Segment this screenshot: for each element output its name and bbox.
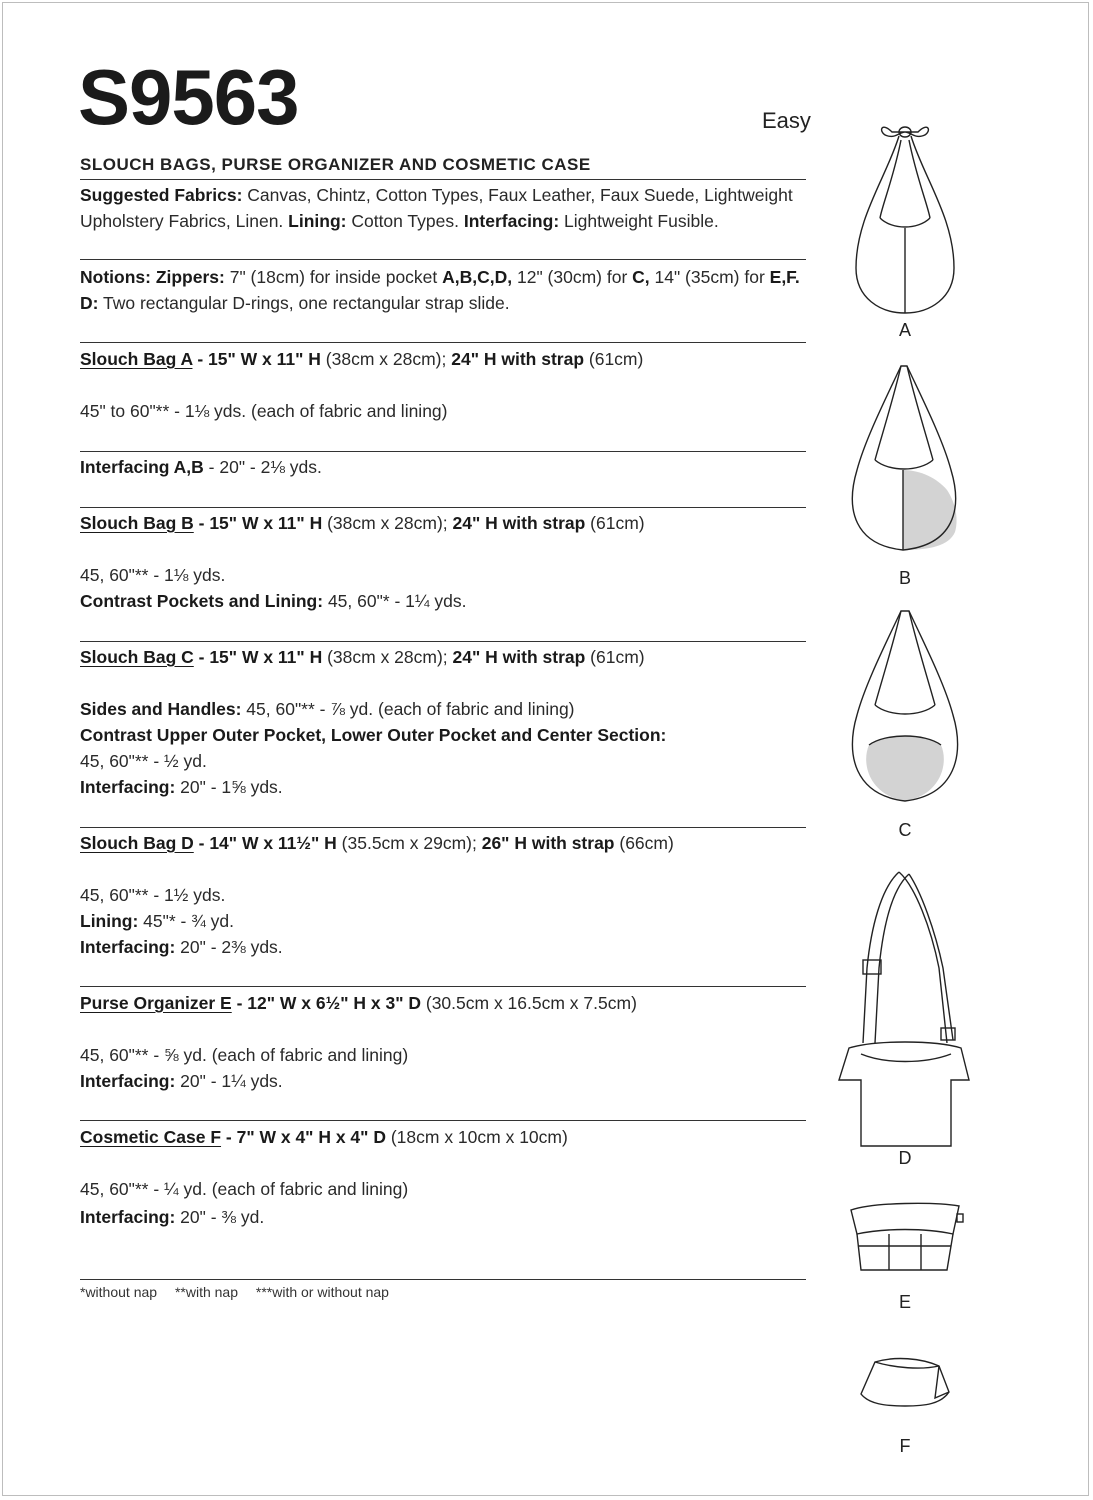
divider [80,179,806,180]
view-b-contrast-text: 45, 60"* - 1¼ yds. [323,591,467,611]
view-c-heading [80,644,645,670]
view-c-interfacing-text: 20" - 1⅝ yds. [175,777,283,797]
view-f-dims: - 7" W x 4" H x 4" D [221,1127,386,1147]
view-d-name: Slouch Bag D [80,833,194,853]
notions-line-2 [80,290,510,316]
difficulty-label: Easy [762,108,811,133]
view-a-strap: 24" H with strap [451,349,585,369]
divider [80,259,806,260]
divider [80,507,806,508]
view-c-interfacing [80,774,283,800]
view-b-contrast [80,588,466,614]
view-c-illustration [845,605,965,805]
bag-d-strap-left-inner [875,874,909,1043]
bag-b-opening [875,460,933,469]
view-f-interfacing-text: 20" - ⅜ yd. [175,1207,265,1227]
lining-text: Cotton Types. [346,211,464,231]
notions-d-label: D: [80,293,99,313]
view-e-name: Purse Organizer E [80,993,232,1013]
suggested-fabrics-text-2: Upholstery Fabrics, Linen. [80,211,289,231]
notions-views: C, [632,267,650,287]
view-a-illustration [850,118,960,318]
view-c-contrast-label [80,722,666,748]
case-f-side [935,1366,949,1398]
view-f-interfacing-label: Interfacing: [80,1207,176,1227]
notions-text: 7" (18cm) for inside pocket [224,267,443,287]
view-f-illustration [855,1352,955,1412]
view-f-name: Cosmetic Case F [80,1127,222,1147]
view-d-dims: - 14" W x 11½" H [193,833,337,853]
view-b-strap: 24" H with strap [452,513,586,533]
interfacing-label: Interfacing: [463,211,560,231]
interfacing-ab-label: Interfacing A,B [80,457,204,477]
view-f-yardage: 45, 60"** - ¼ yd. (each of fabric and lining) [80,1179,409,1199]
view-e-metric: (30.5cm x 16.5cm x 7.5cm) [421,993,637,1013]
view-d-metric: (35.5cm x 29cm); [336,833,482,853]
notions-text: 14" (35cm) for [649,267,770,287]
view-d-strap: 26" H with strap [481,833,615,853]
footnote-with-nap: **with nap [174,1284,238,1300]
view-label-b: B [898,568,911,588]
view-d-strap-metric: (66cm) [614,833,674,853]
view-b-yardage: 45, 60"** - 1⅛ yds. [80,565,226,585]
bag-d-strap-right [899,872,947,1043]
case-f-body [861,1359,949,1406]
view-a-name: Slouch Bag A [80,349,193,369]
bag-b-inner-strap [875,366,933,460]
view-c-interfacing-label: Interfacing: [80,777,176,797]
pattern-number: S9563 [78,53,299,141]
view-a-metric: (38cm x 28cm); [320,349,452,369]
view-b-dims: - 15" W x 11" H [193,513,323,533]
interfacing-ab-text: - 20" - 2⅛ yds. [203,457,322,477]
view-label-c: C [898,820,912,840]
view-d-lining-text: 45"* - ¾ yd. [138,911,235,931]
bag-c-inner-strap [875,611,935,705]
view-c-dims: - 15" W x 11" H [193,647,323,667]
bag-d-strap-right-inner [909,874,953,1040]
view-e-yardage: 45, 60"** - ⅝ yd. (each of fabric and lining) [80,1045,409,1065]
pattern-title: SLOUCH BAGS, PURSE ORGANIZER AND COSMETIC CASE [80,155,591,174]
bag-d-opening [861,1054,951,1062]
view-b-illustration [845,360,965,555]
view-d-interfacing-text: 20" - 2⅜ yds. [175,937,283,957]
view-d-interfacing-label: Interfacing: [80,937,176,957]
notions-label: Notions: Zippers: [80,267,225,287]
view-d-illustration [835,868,975,1150]
view-label-f: F [899,1436,911,1456]
view-e-interfacing-label: Interfacing: [80,1071,176,1091]
divider [80,342,806,343]
view-c-metric: (38cm x 28cm); [322,647,453,667]
interfacing-text: Lightweight Fusible. [559,211,719,231]
divider [80,986,806,987]
view-f-interfacing [80,1204,264,1230]
view-c-sides-text: 45, 60"** - ⅞ yd. (each of fabric and lining) [241,699,575,719]
view-d-yardage: 45, 60"** - 1½ yds. [80,885,226,905]
view-c-contrast-heading: Contrast Upper Outer Pocket, Lower Outer Pocket and Center Section: [80,725,667,745]
footnote-with-or-without-nap: ***with or without nap [255,1284,389,1300]
divider [80,1279,806,1280]
bag-b-contrast-panel [903,470,957,550]
bag-a-opening [880,218,930,227]
view-d-lining [80,908,234,934]
notions-line-1 [80,264,800,290]
view-a-yardage: 45" to 60"** - 1⅛ yds. (each of fabric and lining) [80,401,448,421]
view-c-name: Slouch Bag C [80,647,194,667]
bag-a-bow [882,127,929,136]
view-f-metric: (18cm x 10cm x 10cm) [385,1127,568,1147]
suggested-fabrics-line-1 [80,182,793,208]
view-label-a: A [898,320,911,340]
notions-views: A,B,C,D, [442,267,513,287]
view-e-interfacing-text: 20" - 1¼ yds. [175,1071,283,1091]
divider [80,641,806,642]
view-b-heading [80,510,645,536]
view-c-contrast-text: 45, 60"** - ½ yd. [80,751,207,771]
view-d-heading [80,830,674,856]
view-e-dims: - 12" W x 6½" H x 3" D [231,993,421,1013]
view-d-lining-label: Lining: [80,911,139,931]
notions-text: 12" (30cm) for [512,267,633,287]
view-a-strap-metric: (61cm) [584,349,644,369]
bag-c-opening [875,705,935,714]
notions-d-text: Two rectangular D-rings, one rectangular strap slide. [98,293,510,313]
view-c-strap-metric: (61cm) [585,647,645,667]
bag-c-contrast-section [866,736,944,801]
divider [80,451,806,452]
organizer-e-top [851,1203,959,1234]
view-c-sides [80,696,575,722]
view-e-illustration [845,1198,965,1278]
view-b-name: Slouch Bag B [80,513,194,533]
footnote-without-nap: *without nap [80,1284,158,1300]
view-c-strap: 24" H with strap [452,647,586,667]
view-e-heading [80,990,637,1016]
lining-label: Lining: [288,211,347,231]
bag-a-inner-strap [880,140,930,218]
view-a-dims: - 15" W x 11" H [192,349,321,369]
view-label-e: E [898,1292,911,1312]
view-a-heading [80,346,643,372]
view-b-metric: (38cm x 28cm); [322,513,453,533]
view-d-interfacing [80,934,283,960]
view-f-heading [80,1124,568,1150]
footnotes [80,1284,403,1300]
divider [80,827,806,828]
interfacing-ab [80,454,322,480]
view-c-sides-label: Sides and Handles: [80,699,242,719]
divider [80,1120,806,1121]
bag-d-flap [839,1042,969,1146]
suggested-fabrics-text: Canvas, Chintz, Cotton Types, Faux Leather, Faux Suede, Lightweight [242,185,793,205]
view-b-strap-metric: (61cm) [585,513,645,533]
view-e-interfacing [80,1068,283,1094]
suggested-fabrics-label: Suggested Fabrics: [80,185,243,205]
notions-views: E,F. [769,267,800,287]
organizer-e-body [857,1234,953,1270]
organizer-e-zipper-pull [957,1214,963,1222]
view-label-d: D [898,1148,912,1168]
suggested-fabrics-line-2 [80,208,719,234]
view-b-contrast-label: Contrast Pockets and Lining: [80,591,324,611]
